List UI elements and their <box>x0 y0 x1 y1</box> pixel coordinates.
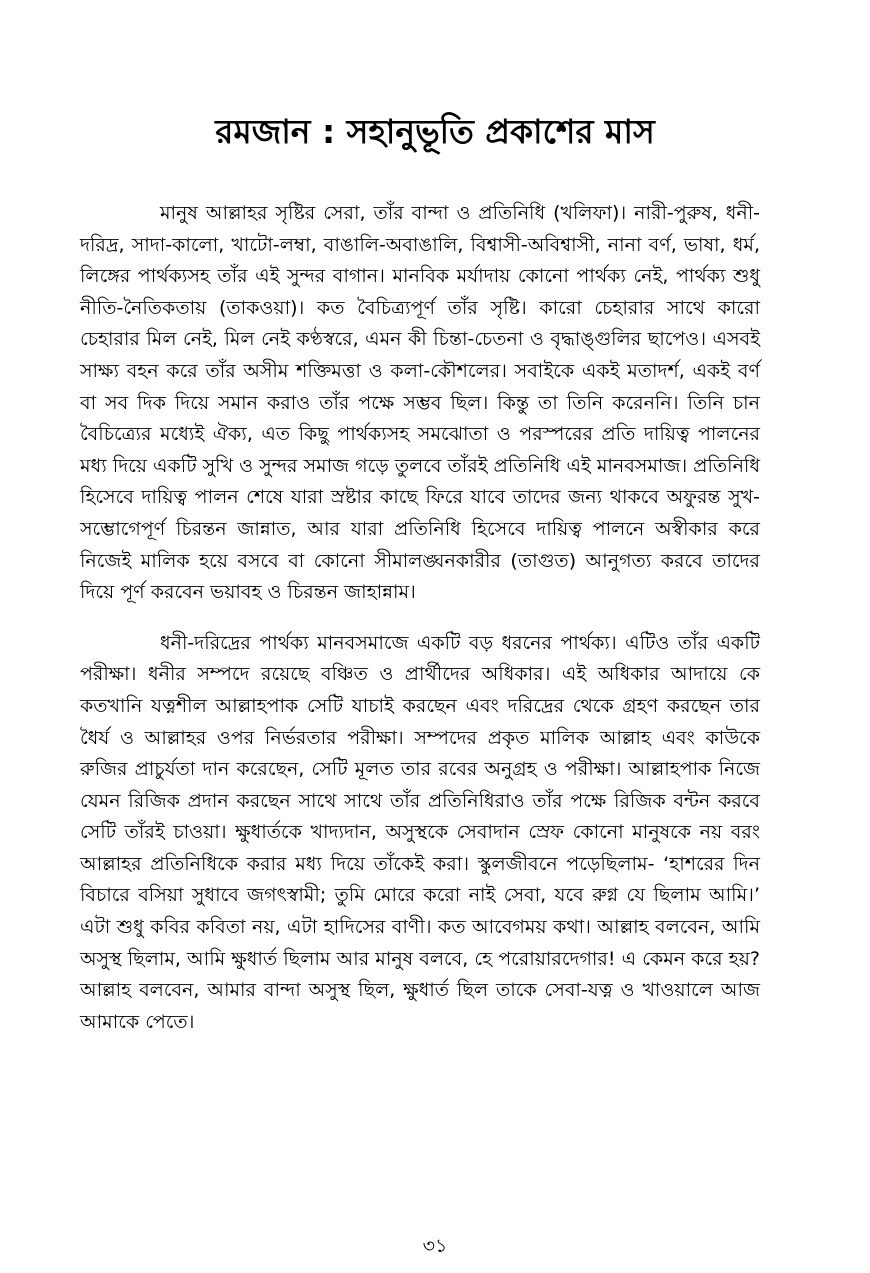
chapter-title: রমজান : সহানুভূতি প্রকাশের মাস <box>215 112 655 151</box>
paragraph-2: ধনী-দরিদ্রের পার্থক্য মানবসমাজে একটি বড় ধরনের পার্থক্য। এটিও তাঁর একটি পরীক্ষা। ধনীর সম্পদে রয়েছে বঞ্চিত ও প্রার্থীদের অধিকার। এই অধিকার আদায়ে কে কতখানি যত্নশীল আল্লাহপাক সেটি যাচাই করছেন এবং দরিদ্রের থেকে গ্রহণ করছেন তার ধৈর্য ও আল্লাহর ওপর নির্ভরতার পরীক্ষা। সম্পদের প্রকৃত মালিক আল্লাহ এবং কাউকে রুজির প্রাচুর্যতা দান করেছেন, সেটি মূলত তার রবের অনুগ্রহ ও পরীক্ষা। আল্লাহপাক নিজে যেমন রিজিক প্রদান করছেন সাথে সাথে তাঁর প্রতিনিধিরাও তাঁর পক্ষে রিজিক বন্টন করবে সেটি তাঁরই চাওয়া। ক্ষুধার্তকে খাদ্যদান, অসুস্থকে সেবাদান স্রেফ কোনো মানুষকে নয় বরং আল্লাহর প্রতিনিধিকে করার মধ্য দিয়ে তাঁকেই করা। স্কুলজীবনে পড়েছিলাম- ‘হাশরের দিন বিচারে বসিয়া সুধাবে জগৎস্বামী; তুমি মোরে করো নাই সেবা, যবে রুগ্ন যে ছিলাম আমি।’ এটা শুধু কবির কবিতা নয়, এটা হাদিসের বাণী। কত আবেগময় কথা। আল্লাহ বলবেন, আমি অসুস্থ ছিলাম, আমি ক্ষুধার্ত ছিলাম আর মানুষ বলবে, হে পরোয়ারদেগার! এ কেমন করে হয়? আল্লাহ বলবেন, আমার বান্দা অসুস্থ ছিল, ক্ষুধার্ত ছিল তাকে সেবা-যত্ন ও খাওয়ালে আজ আমাকে পেতে। <box>80 631 760 1033</box>
page-number: ৩১ <box>422 1235 448 1257</box>
paragraph-1: মানুষ আল্লাহর সৃষ্টির সেরা, তাঁর বান্দা ও প্রতিনিধি (খলিফা)। নারী-পুরুষ, ধনী-দরিদ্র, সাদা-কালো, খাটো-লম্বা, বাঙালি-অবাঙালি, বিশ্বাসী-অবিশ্বাসী, নানা বর্ণ, ভাষা, ধর্ম, লিঙ্গের পার্থক্যসহ তাঁর এই সুন্দর বাগান। মানবিক মর্যাদায় কোনো পার্থক্য নেই, পার্থক্য শুধু নীতি-নৈতিকতায় (তাকওয়া)। কত বৈচিত্র্যপূর্ণ তাঁর সৃষ্টি। কারো চেহারার সাথে কারো চেহারার মিল নেই, মিল নেই কণ্ঠস্বরে, এমন কী চিন্তা-চেতনা ও বৃদ্ধাঙ্গুলির ছাপেও। এসবই সাক্ষ্য বহন করে তাঁর অসীম শক্তিমত্তা ও কলা-কৌশলের। সবাইকে একই মতাদর্শ, একই বর্ণ বা সব দিক দিয়ে সমান করাও তাঁর পক্ষে সম্ভব ছিল। কিন্তু তা তিনি করেননি। তিনি চান বৈচিত্র্যের মধ্যেই ঐক্য, এত কিছু পার্থক্যসহ সমঝোতা ও পরস্পরের প্রতি দায়িত্ব পালনের মধ্য দিয়ে একটি সুখি ও সুন্দর সমাজ গড়ে তুলবে তাঁরই প্রতিনিধি এই মানবসমাজ। প্রতিনিধি হিসেবে দায়িত্ব পালন শেষে যারা স্রষ্টার কাছে ফিরে যাবে তাদের জন্য থাকবে অফুরন্ত সুখ-সম্ভোগেপূর্ণ চিরন্তন জান্নাত, আর যারা প্রতিনিধি হিসেবে দায়িত্ব পালনে অস্বীকার করে নিজেই মালিক হয়ে বসবে বা কোনো সীমালঙ্ঘনকারীর (তাগুত) আনুগত্য করবে তাদের দিয়ে পূর্ণ করবেন ভয়াবহ ও চিরন্তন জাহান্নাম। <box>80 202 760 604</box>
body-text <box>80 198 760 1038</box>
